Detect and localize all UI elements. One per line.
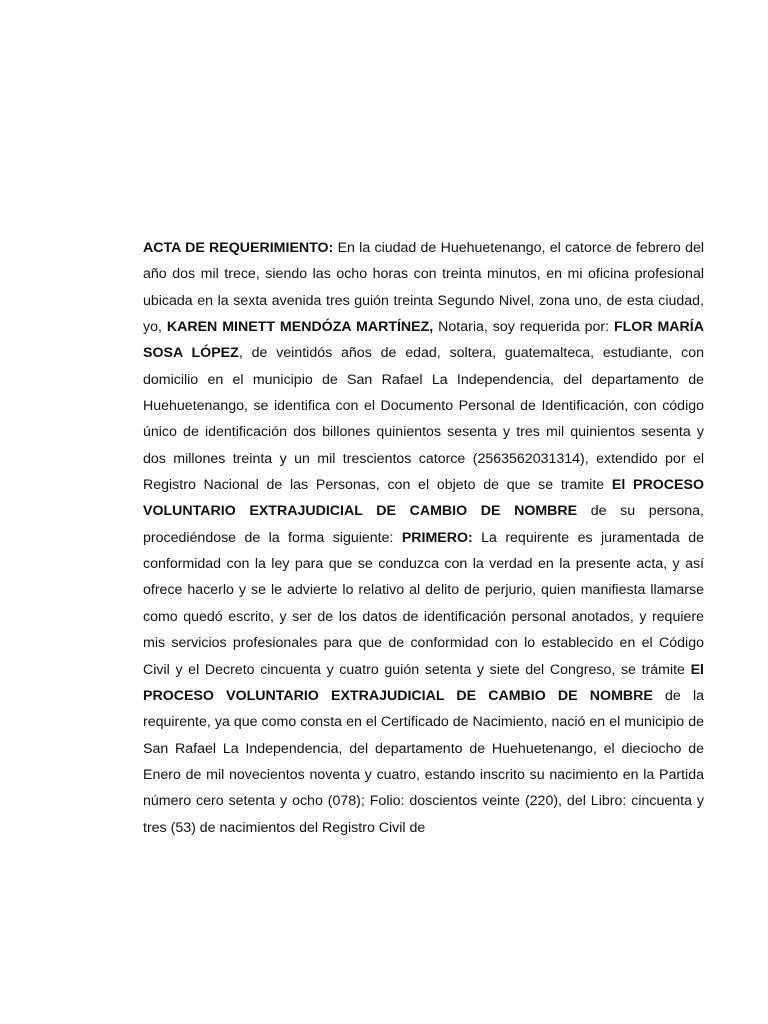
notary-name: KAREN MINETT MENDÓZA MARTÍNEZ, <box>166 319 434 336</box>
text-segment: de la requirente, ya que como consta en el Certificado de Nacimiento, nació en el municipio de San Rafael La Independencia, del departamento de Huehuetenango, el dieciocho de Enero de mil novecientos noventa y cuatro, estando inscrito su nacimiento en la Partida número cero setenta y ocho (078); Folio: doscientos veinte (220), del Libro: cincuenta y tres (53) de nacimientos del Registro Civil de <box>143 687 704 836</box>
text-segment: Notaria, soy requerida por: <box>433 319 614 336</box>
text-segment: , de veintidós años de edad, soltera, guatemalteca, estudiante, con domicilio en el municipio de San Rafael La Independencia, del departamento de Huehuetenango, se identifica con el Documento Personal de Identificación, con código único de identificación dos billones quinientos sesenta y tres mil quinientos sesenta y dos millones treinta y un mil trescientos catorce (2563562031314), extendido por el Registro Nacional de las Personas, con el objeto de que se tramite <box>143 345 704 494</box>
text-segment: de su persona, procediéndose de la forma siguiente: <box>143 503 704 546</box>
requester-name: FLOR MARÍA SOSA LÓPEZ <box>143 319 704 362</box>
process-title: El PROCESO VOLUNTARIO EXTRAJUDICIAL DE CAMBIO DE NOMBRE <box>143 477 704 520</box>
process-title: El PROCESO VOLUNTARIO EXTRAJUDICIAL DE CAMBIO DE NOMBRE <box>143 661 704 704</box>
acta-paragraph <box>143 235 704 841</box>
clause-primero: PRIMERO: <box>401 529 473 546</box>
heading-acta-de-requerimiento: ACTA DE REQUERIMIENTO: <box>143 240 334 256</box>
text-segment: La requirente es juramentada de conformidad con la ley para que se conduzca con la verdad en la presente acta, y así ofrece hacerlo y se le advierte lo relativo al delito de perjurio, quien manifiesta llamarse como quedó escrito, y ser de los datos de identificación personal anotados, y requiere mis servicios profesionales para que de conformidad con lo establecido en el Código Civil y el Decreto cincuenta y cuatro guión setenta y siete del Congreso, se trámite <box>143 529 704 678</box>
text-segment: En la ciudad de Huehuetenango, el catorce de febrero del año dos mil trece, siendo las ocho horas con treinta minutos, en mi oficina profesional ubicada en la sexta avenida tres guión treinta Segundo Nivel, zona uno, de esta ciudad, yo, <box>143 240 704 336</box>
